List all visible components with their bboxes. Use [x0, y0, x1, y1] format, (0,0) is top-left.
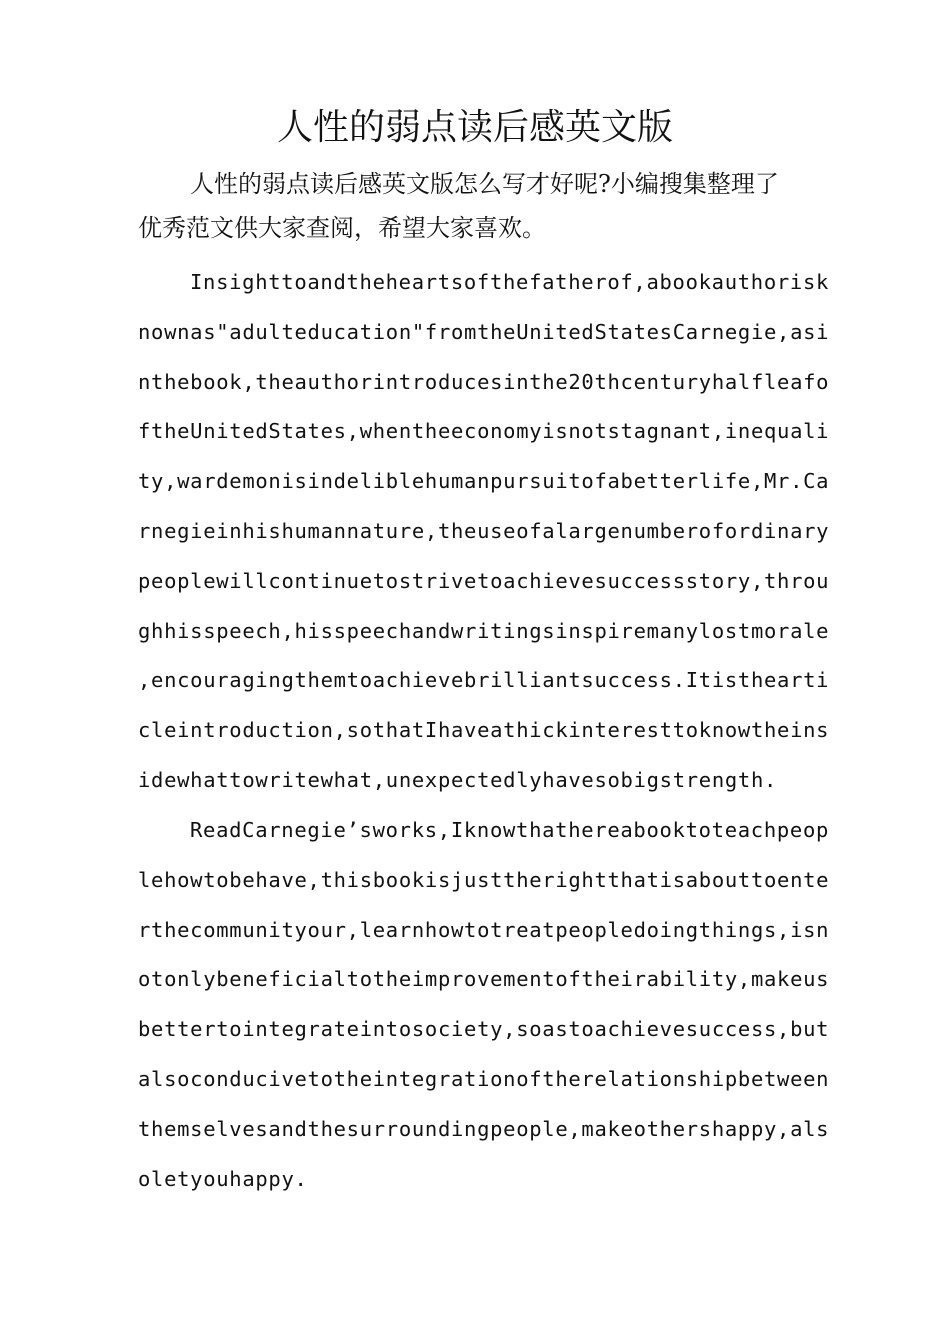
paragraph-line: ,encouragingthemtoachievebrilliantsuccess.Itisthearti [138, 668, 830, 693]
paragraph-line: cleintroduction,sothatIhaveathickinteresttoknowtheins [138, 718, 830, 743]
paragraph-line: Insighttoandtheheartsofthefatherof,abookauthorisk [190, 270, 830, 294]
body-paragraph-1 [138, 258, 830, 806]
document-title: 人性的弱点读后感英文版 [276, 107, 673, 148]
paragraph-line: ty,wardemonisindeliblehumanpursuitofabetterlife,Mr.Ca [138, 469, 830, 494]
intro-line: 优秀范文供大家查阅，希望大家喜欢。 [138, 214, 546, 242]
intro-line: 人性的弱点读后感英文版怎么写才好呢?小编搜集整理了 [190, 170, 779, 198]
paragraph-line: oletyouhappy. [138, 1166, 308, 1191]
paragraph-line: lehowtobehave,thisbookisjusttherightthatisabouttoente [138, 867, 830, 892]
paragraph-line: rthecommunityour,learnhowtotreatpeopledoingthings,isn [138, 917, 830, 942]
paragraph-line: peoplewillcontinuetostrivetoachievesuccessstory,throu [138, 568, 830, 593]
paragraph-line: otonlybeneficialtotheimprovementoftheirability,makeus [138, 967, 830, 992]
paragraph-line: idewhattowritewhat,unexpectedlyhavesobigstrength. [138, 767, 778, 792]
body-paragraph-2 [138, 806, 830, 1204]
paragraph-line: ftheUnitedStates,whentheeconomyisnotstagnant,inequali [138, 419, 830, 444]
paragraph-line: nownas"adulteducation"fromtheUnitedStatesCarnegie,asi [138, 319, 830, 344]
paragraph-line: ReadCarnegie’sworks,Iknowthathereabooktoteachpeop [190, 818, 830, 842]
paragraph-line: nthebook,theauthorintroducesinthe20thcenturyhalfleafo [138, 369, 830, 394]
intro-paragraph [138, 162, 818, 250]
paragraph-line: alsoconducivetotheintegrationoftherelationshipbetween [138, 1066, 830, 1091]
paragraph-line: themselvesandthesurroundingpeople,makeothershappy,als [138, 1116, 830, 1141]
paragraph-line: bettertointegrateintosociety,soastoachievesuccess,but [138, 1017, 830, 1042]
paragraph-line: ghhisspeech,hisspeechandwritingsinspiremanylostmorale [138, 618, 830, 643]
paragraph-line: rnegieinhishumannature,theuseofalargenumberofordinary [138, 518, 830, 543]
